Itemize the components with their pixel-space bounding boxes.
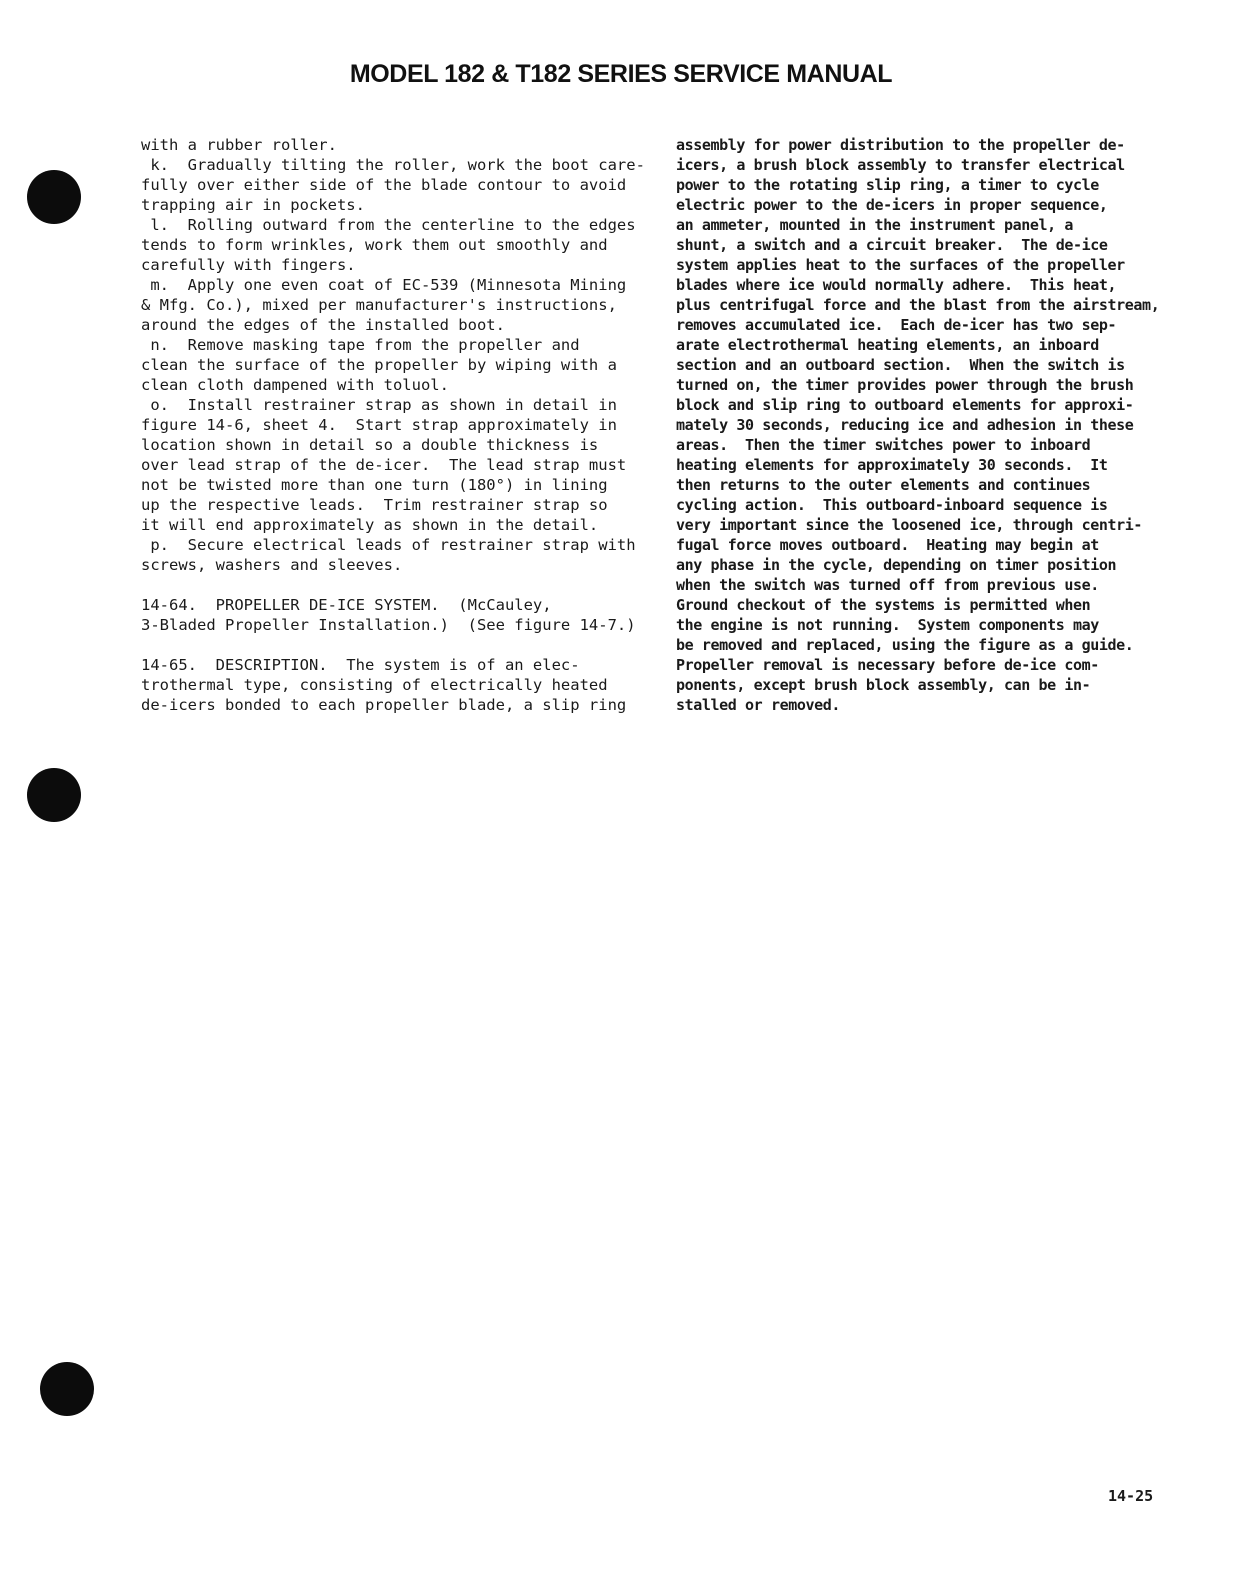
left-column-text-line: clean the surface of the propeller by wiping with a [141,356,617,374]
left-column-text-line: tends to form wrinkles, work them out smoothly and [141,236,608,254]
left-column-text-line: 14-65. DESCRIPTION. The system is of an elec- [141,656,580,674]
right-column-text-line: section and an outboard section. When the switch is [676,356,1125,374]
right-column-text-line: fugal force moves outboard. Heating may begin at [676,536,1099,554]
left-column-text-line: n. Remove masking tape from the propeller and [141,336,580,354]
page-title: MODEL 182 & T182 SERIES SERVICE MANUAL [349,60,893,88]
left-column-text-line: not be twisted more than one turn (180°) in lining [141,476,608,494]
left-column-text-line: 3-Bladed Propeller Installation.) (See figure 14-7.) [141,616,636,634]
left-column-text-line: k. Gradually tilting the roller, work the boot care- [141,156,645,174]
right-column-text-line: Ground checkout of the systems is permitted when [676,596,1091,614]
page-number: 14-25 [1108,1487,1154,1505]
left-column-text-line: clean cloth dampened with toluol. [141,376,449,394]
left-column-paragraph-gap [141,635,641,655]
right-column-text-line: Propeller removal is necessary before de-ice com- [676,656,1099,674]
left-column-text-line: fully over either side of the blade contour to avoid [141,176,627,194]
right-column-text-line: blades where ice would normally adhere. This heat, [676,276,1117,294]
left-column-text-line: around the edges of the installed boot. [141,316,505,334]
right-column-text-line: stalled or removed. [676,696,840,714]
right-column-text-line: plus centrifugal force and the blast from the airstream, [676,296,1160,314]
right-column-text-line: then returns to the outer elements and continues [676,476,1091,494]
left-column-text-line: o. Install restrainer strap as shown in detail in [141,396,617,414]
right-column-text-line: turned on, the timer provides power through the brush [676,376,1134,394]
right-column-text-line: electric power to the de-icers in proper sequence, [676,196,1108,214]
left-column-text-line: 14-64. PROPELLER DE-ICE SYSTEM. (McCauley, [141,596,552,614]
right-column-text-line: icers, a brush block assembly to transfer electrical [676,156,1125,174]
left-column-text-line: with a rubber roller. [141,136,337,154]
left-column-text-line: & Mfg. Co.), mixed per manufacturer's instructions, [141,296,617,314]
left-column-paragraph-gap [141,575,641,595]
left-text-column [141,135,645,715]
right-column-text-line: ponents, except brush block assembly, can be in- [676,676,1091,694]
right-column-text-line: power to the rotating slip ring, a timer to cycle [676,176,1099,194]
binder-hole-bottom [40,1362,94,1416]
left-column-text-line: carefully with fingers. [141,256,356,274]
right-column-text-line: removes accumulated ice. Each de-icer has two sep- [676,316,1117,334]
left-column-text-line: p. Secure electrical leads of restrainer strap with [141,536,636,554]
right-column-text-line: assembly for power distribution to the propeller de- [676,136,1125,154]
right-column-text-line: block and slip ring to outboard elements for approxi- [676,396,1134,414]
right-column-text-line: an ammeter, mounted in the instrument panel, a [676,216,1074,234]
left-column-text-line: it will end approximately as shown in the detail. [141,516,599,534]
right-column-text-line: cycling action. This outboard-inboard sequence is [676,496,1108,514]
right-column-text-line: areas. Then the timer switches power to inboard [676,436,1091,454]
right-column-text-line: system applies heat to the surfaces of the propeller [676,256,1125,274]
right-column-text-line: mately 30 seconds, reducing ice and adhesion in these [676,416,1134,434]
right-column-text-line: any phase in the cycle, depending on timer position [676,556,1117,574]
right-column-text-line: heating elements for approximately 30 seconds. It [676,456,1108,474]
left-column-text-line: up the respective leads. Trim restrainer strap so [141,496,608,514]
left-column-text-line: over lead strap of the de-icer. The lead strap must [141,456,627,474]
right-column-text-line: shunt, a switch and a circuit breaker. The de-ice [676,236,1108,254]
binder-hole-top [27,170,81,224]
right-column-text-line: arate electrothermal heating elements, an inboard [676,336,1099,354]
right-text-column [676,135,1196,715]
right-column-text-line: when the switch was turned off from previous use. [676,576,1099,594]
left-column-text-line: location shown in detail so a double thickness is [141,436,599,454]
right-column-text-line: very important since the loosened ice, through centri- [676,516,1143,534]
left-column-text-line: trothermal type, consisting of electrically heated [141,676,608,694]
left-column-text-line: trapping air in pockets. [141,196,365,214]
left-column-text-line: de-icers bonded to each propeller blade, a slip ring [141,696,627,714]
binder-hole-middle [27,768,81,822]
left-column-text-line: figure 14-6, sheet 4. Start strap approximately in [141,416,617,434]
left-column-text-line: screws, washers and sleeves. [141,556,403,574]
right-column-text-line: be removed and replaced, using the figure as a guide. [676,636,1134,654]
right-column-text-line: the engine is not running. System components may [676,616,1099,634]
left-column-text-line: l. Rolling outward from the centerline to the edges [141,216,636,234]
left-column-text-line: m. Apply one even coat of EC-539 (Minnesota Mining [141,276,627,294]
